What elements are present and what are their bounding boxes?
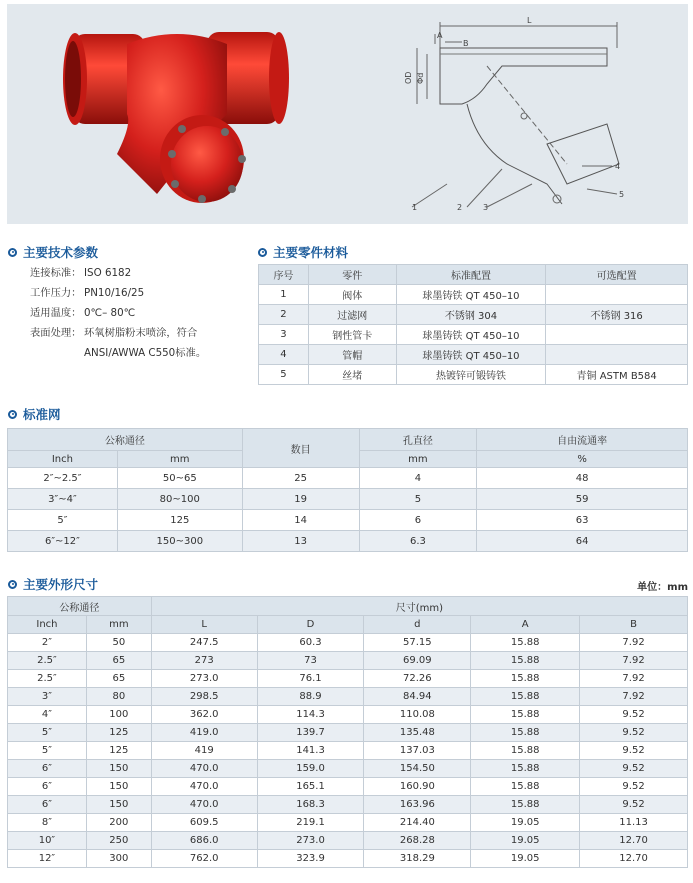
table-row: 6″ 150 470.0 168.3 163.96 15.88 9.52 (8, 796, 688, 814)
technical-drawing (412, 22, 619, 207)
spec-row: 适用温度： 0℃– 80℃ (30, 307, 136, 319)
table-row: 6″~12″ 150~300 13 6.3 64 (8, 531, 688, 552)
spec-row: ANSI/AWWA C550标准。 (84, 347, 207, 359)
table-subheader-row: Inch mm mm % (8, 451, 688, 468)
hero-graphics (7, 4, 688, 224)
table-row: 3″ 80 298.5 88.9 84.94 15.88 7.92 (8, 688, 688, 706)
table-row: 10″ 250 686.0 273.0 268.28 19.05 12.70 (8, 832, 688, 850)
table-row: 6″ 150 470.0 159.0 154.50 15.88 9.52 (8, 760, 688, 778)
table-row: 2″ 50 247.5 60.3 57.15 15.88 7.92 (8, 634, 688, 652)
circle-bullet-icon (8, 248, 17, 257)
circle-bullet-icon (8, 580, 17, 589)
table-row: 5″ 125 419.0 139.7 135.48 15.88 9.52 (8, 724, 688, 742)
parts-section-title: 主要零件材料 (258, 243, 348, 261)
table-row: 4″ 100 362.0 114.3 110.08 15.88 9.52 (8, 706, 688, 724)
dim-label-A: A (437, 31, 443, 40)
table-row: 5″ 125 14 6 63 (8, 510, 688, 531)
table-row: 3″~4″ 80~100 19 5 59 (8, 489, 688, 510)
tech-section-title: 主要技术参数 (8, 243, 98, 261)
drawing-labels (404, 16, 624, 212)
table-header-row: 序号 零件 标准配置 可选配置 (259, 265, 688, 285)
parts-table (258, 264, 688, 385)
table-row: 3 钢性管卡 球墨铸铁 QT 450–10 (259, 325, 688, 345)
callout-1: 1 (412, 203, 418, 212)
mesh-table (7, 428, 688, 552)
callout-5: 5 (619, 190, 625, 199)
dims-table-body (8, 634, 688, 868)
valve-photo (63, 32, 289, 203)
spec-row: 表面处理： 环氧树脂粉末喷涂，符合 (30, 327, 198, 339)
table-row: 8″ 200 609.5 219.1 214.40 19.05 11.13 (8, 814, 688, 832)
circle-bullet-icon (258, 248, 267, 257)
table-row: 2 过滤网 不锈钢 304 不锈钢 316 (259, 305, 688, 325)
table-header-row: 公称通径 数目 孔直径 自由流通率 (8, 429, 688, 451)
table-row: 2.5″ 65 273 73 69.09 15.88 7.92 (8, 652, 688, 670)
dim-label-B: B (463, 39, 469, 48)
dim-label-L: L (527, 16, 532, 25)
spec-row: 连接标准： ISO 6182 (30, 267, 132, 279)
mesh-section-title: 标准网 (8, 405, 61, 423)
table-row: 2.5″ 65 273.0 76.1 72.26 15.88 7.92 (8, 670, 688, 688)
table-subheader-row: Inch mm L D d A B (8, 616, 688, 634)
tech-specs-list (30, 263, 206, 363)
dim-label-d: Φd (416, 72, 425, 84)
unit-label: 单位：mm (637, 582, 688, 593)
table-row: 5″ 125 419 141.3 137.03 15.88 9.52 (8, 742, 688, 760)
table-row: 4 管帽 球墨铸铁 QT 450–10 (259, 345, 688, 365)
dim-label-OD: OD (404, 71, 413, 84)
dims-table (7, 596, 688, 868)
table-row: 12″ 300 762.0 323.9 318.29 19.05 12.70 (8, 850, 688, 868)
table-header-row: 公称通径 尺寸(mm) (8, 597, 688, 616)
spec-row: 工作压力： PN10/16/25 (30, 287, 145, 299)
table-row: 1 阀体 球墨铸铁 QT 450–10 (259, 285, 688, 305)
dims-section-title: 主要外形尺寸 (8, 575, 98, 593)
table-row: 6″ 150 470.0 165.1 160.90 15.88 9.52 (8, 778, 688, 796)
callout-2: 2 (457, 203, 463, 212)
table-row: 2″~2.5″ 50~65 25 4 48 (8, 468, 688, 489)
callout-3: 3 (483, 203, 489, 212)
circle-bullet-icon (8, 410, 17, 419)
hero-banner (7, 4, 688, 224)
callout-4: 4 (615, 162, 621, 171)
table-row: 5 丝堵 热镀锌可锻铸铁 青铜 ASTM B584 (259, 365, 688, 385)
